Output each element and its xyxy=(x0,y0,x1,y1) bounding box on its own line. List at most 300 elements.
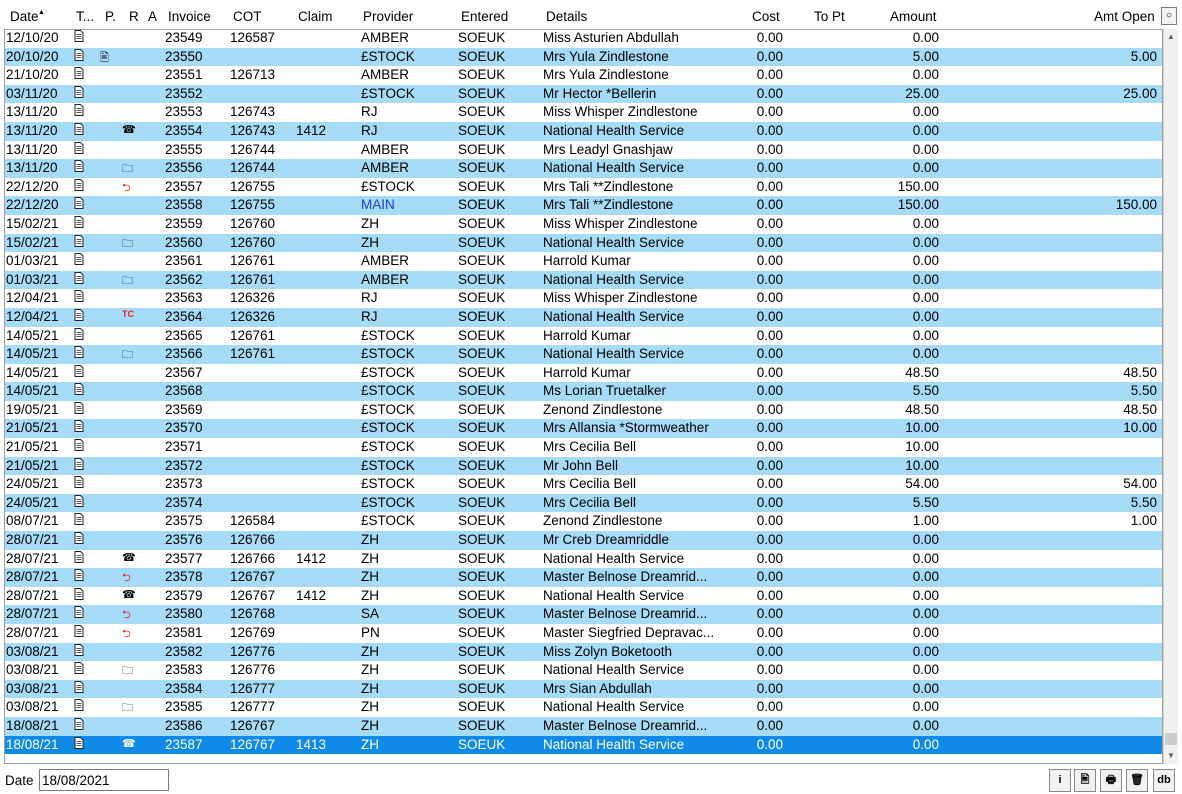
cell-cot: 126776 xyxy=(230,662,276,678)
document-icon xyxy=(74,606,84,618)
cell-date: 28/07/21 xyxy=(6,606,59,622)
cell-cost: 0.00 xyxy=(756,67,783,83)
table-row[interactable] xyxy=(4,438,1164,457)
cell-amount: 0.00 xyxy=(912,141,939,157)
document-icon xyxy=(74,625,84,637)
table-row[interactable] xyxy=(4,568,1164,587)
cell-provider: £STOCK xyxy=(361,327,415,343)
cell-cost: 0.00 xyxy=(756,48,783,64)
cell-date: 21/05/21 xyxy=(6,439,59,455)
cell-invoice: 23587 xyxy=(165,736,203,752)
cell-entered: SOEUK xyxy=(458,197,506,213)
table-row[interactable] xyxy=(4,643,1164,662)
cell-date: 03/08/21 xyxy=(6,643,59,659)
table-row[interactable] xyxy=(4,698,1164,717)
cell-cost: 0.00 xyxy=(756,420,783,436)
table-row[interactable] xyxy=(4,717,1164,736)
cell-invoice: 23584 xyxy=(165,680,203,696)
folder-icon: 🗀 xyxy=(122,237,133,250)
cell-provider: £STOCK xyxy=(361,439,415,455)
cell-cot: 126755 xyxy=(230,197,276,213)
document-icon xyxy=(74,272,84,284)
cell-date: 03/08/21 xyxy=(6,680,59,696)
scroll-up-icon[interactable]: ▲ xyxy=(1167,32,1175,41)
col-claim-header[interactable]: Claim xyxy=(298,9,333,24)
cell-entered: SOEUK xyxy=(458,736,506,752)
document-icon xyxy=(74,495,84,507)
cell-cot: 126766 xyxy=(230,550,276,566)
col-type-header[interactable]: T... xyxy=(76,9,95,24)
scroll-down-icon[interactable]: ▼ xyxy=(1167,751,1175,760)
cell-details: National Health Service xyxy=(543,308,685,324)
document-icon xyxy=(74,123,84,135)
cell-details: National Health Service xyxy=(543,160,685,176)
cell-details: Mrs Tali **Zindlestone xyxy=(543,178,674,194)
cell-cot: 126767 xyxy=(230,569,276,585)
cell-details: Mr Hector *Bellerin xyxy=(543,85,657,101)
cell-details: Miss Whisper Zindlestone xyxy=(543,215,698,231)
cell-amount: 1.00 xyxy=(912,513,939,529)
document-icon xyxy=(74,290,84,302)
cell-entered: SOEUK xyxy=(458,364,506,380)
delete-button[interactable]: 🗑 xyxy=(1126,769,1148,792)
folder-icon: 🗀 xyxy=(122,349,133,362)
cell-entered: SOEUK xyxy=(458,717,506,733)
document-icon xyxy=(74,253,84,265)
table-row[interactable] xyxy=(4,624,1164,643)
cell-provider: PN xyxy=(361,625,380,640)
cell-amt-open: 25.00 xyxy=(1123,85,1157,101)
table-row[interactable] xyxy=(4,587,1164,606)
table-row[interactable] xyxy=(4,308,1164,327)
table-row[interactable] xyxy=(4,345,1164,364)
cell-cot: 126760 xyxy=(230,215,276,231)
document-icon xyxy=(74,383,84,395)
cell-details: National Health Service xyxy=(543,271,685,287)
col-r-header[interactable]: R xyxy=(129,9,139,24)
cell-cost: 0.00 xyxy=(756,327,783,343)
table-row[interactable] xyxy=(4,103,1164,122)
col-details-header[interactable]: Details xyxy=(546,9,588,24)
col-date-header[interactable]: Date xyxy=(10,9,39,24)
cell-provider: £STOCK xyxy=(361,178,415,194)
table-row[interactable] xyxy=(4,252,1164,271)
cell-cot: 126584 xyxy=(230,513,276,529)
cell-amount: 0.00 xyxy=(912,308,939,324)
document-icon xyxy=(74,569,84,581)
cell-claim: 1412 xyxy=(296,550,327,566)
cell-cost: 0.00 xyxy=(756,160,783,176)
cell-details: Master Belnose Dreamrid... xyxy=(543,606,708,622)
cell-invoice: 23578 xyxy=(165,569,203,585)
cell-details: Master Belnose Dreamrid... xyxy=(543,717,708,733)
cell-amount: 0.00 xyxy=(912,104,939,120)
cell-cot: 126743 xyxy=(230,104,276,120)
cell-amount: 0.00 xyxy=(912,587,939,603)
cell-cot: 126767 xyxy=(230,717,276,733)
cell-cost: 0.00 xyxy=(756,550,783,566)
cell-cot: 126768 xyxy=(230,606,276,622)
cell-date: 12/04/21 xyxy=(6,290,59,306)
cell-cost: 0.00 xyxy=(756,717,783,733)
cell-cost: 0.00 xyxy=(756,532,783,548)
table-row[interactable] xyxy=(4,457,1164,476)
cell-date: 13/11/20 xyxy=(6,122,58,138)
cell-amt-open: 5.50 xyxy=(1130,383,1157,399)
cell-invoice: 23581 xyxy=(165,625,203,640)
table-row[interactable] xyxy=(4,289,1164,308)
cell-details: National Health Service xyxy=(543,346,685,362)
print-icon: 🖹 xyxy=(100,51,109,64)
phone-icon: ☎ xyxy=(122,737,136,750)
cell-invoice: 23561 xyxy=(165,253,203,269)
table-row[interactable] xyxy=(4,215,1164,234)
cell-amt-open: 150.00 xyxy=(1115,197,1157,213)
cell-entered: SOEUK xyxy=(458,160,506,176)
cell-entered: SOEUK xyxy=(458,532,506,548)
cell-cost: 0.00 xyxy=(756,606,783,622)
cell-invoice: 23574 xyxy=(165,494,203,510)
cell-provider: RJ xyxy=(361,308,378,324)
cell-amount: 0.00 xyxy=(912,606,939,622)
cell-invoice: 23582 xyxy=(165,643,203,659)
vertical-scrollbar[interactable] xyxy=(1163,29,1178,764)
cell-cot: 126744 xyxy=(230,160,276,176)
document-icon xyxy=(74,439,84,451)
cell-entered: SOEUK xyxy=(458,215,506,231)
cell-provider: £STOCK xyxy=(361,494,415,510)
document-icon xyxy=(74,458,84,470)
cell-invoice: 23577 xyxy=(165,550,203,566)
print-preview-button[interactable]: 🖹 xyxy=(1074,769,1096,792)
document-icon xyxy=(74,365,84,377)
cell-details: Mrs Sian Abdullah xyxy=(543,680,652,696)
table-row[interactable] xyxy=(4,85,1164,104)
cell-entered: SOEUK xyxy=(458,625,506,640)
table-row[interactable] xyxy=(4,327,1164,346)
cell-entered: SOEUK xyxy=(458,662,506,678)
cell-amount: 0.00 xyxy=(912,643,939,659)
cell-invoice: 23560 xyxy=(165,234,203,250)
cell-amount: 48.50 xyxy=(905,401,939,417)
cell-entered: SOEUK xyxy=(458,290,506,306)
table-row[interactable] xyxy=(4,178,1164,197)
document-icon xyxy=(74,142,84,154)
db-button[interactable]: db xyxy=(1153,769,1175,792)
cell-provider: £STOCK xyxy=(361,457,415,473)
cell-invoice: 23568 xyxy=(165,383,203,399)
document-icon xyxy=(74,197,84,209)
document-icon xyxy=(74,737,84,749)
cell-amount: 10.00 xyxy=(905,457,939,473)
cell-entered: SOEUK xyxy=(458,550,506,566)
cell-provider: £STOCK xyxy=(361,364,415,380)
cell-cot: 126755 xyxy=(230,178,276,194)
table-row[interactable] xyxy=(4,271,1164,290)
cell-amount: 10.00 xyxy=(905,420,939,436)
cell-invoice: 23559 xyxy=(165,215,203,231)
cell-entered: SOEUK xyxy=(458,178,506,194)
folder-icon: 🗀 xyxy=(122,274,133,287)
cell-provider: AMBER xyxy=(361,141,410,157)
table-row[interactable] xyxy=(4,48,1164,67)
cell-invoice: 23573 xyxy=(165,476,203,492)
table-row[interactable] xyxy=(4,66,1164,85)
document-icon xyxy=(74,532,84,544)
cell-date: 15/02/21 xyxy=(6,215,59,231)
table-row[interactable] xyxy=(4,401,1164,420)
cell-cost: 0.00 xyxy=(756,104,783,120)
cell-amt-open: 5.00 xyxy=(1130,48,1157,64)
cell-date: 03/08/21 xyxy=(6,662,59,678)
cell-date: 18/08/21 xyxy=(6,717,59,733)
cell-provider: £STOCK xyxy=(361,513,415,529)
cell-cot: 126777 xyxy=(230,699,276,715)
table-row[interactable] xyxy=(4,494,1164,513)
document-icon xyxy=(74,551,84,563)
cell-amt-open: 5.50 xyxy=(1130,494,1157,510)
cell-amount: 0.00 xyxy=(912,532,939,548)
cell-date: 24/05/21 xyxy=(6,476,59,492)
table-row[interactable] xyxy=(4,680,1164,699)
sort-ascending-icon: ▲ xyxy=(38,9,45,16)
cell-amt-open: 1.00 xyxy=(1130,513,1157,529)
info-button[interactable]: i xyxy=(1049,769,1071,792)
table-row[interactable] xyxy=(4,736,1164,755)
cell-date: 22/12/20 xyxy=(6,197,59,213)
cell-cost: 0.00 xyxy=(756,439,783,455)
cell-invoice: 23552 xyxy=(165,85,203,101)
cell-provider: £STOCK xyxy=(361,48,415,64)
cell-date: 14/05/21 xyxy=(6,364,59,380)
cell-provider: RJ xyxy=(361,290,378,306)
cell-amt-open: 48.50 xyxy=(1123,401,1157,417)
cell-details: National Health Service xyxy=(543,662,685,678)
document-icon xyxy=(74,420,84,432)
cell-cost: 0.00 xyxy=(756,253,783,269)
table-row[interactable] xyxy=(4,29,1164,48)
cell-date: 13/11/20 xyxy=(6,104,58,120)
cell-amount: 0.00 xyxy=(912,346,939,362)
cell-entered: SOEUK xyxy=(458,122,506,138)
document-icon xyxy=(74,67,84,79)
cell-amount: 0.00 xyxy=(912,271,939,287)
cell-details: National Health Service xyxy=(543,699,685,715)
cell-date: 24/05/21 xyxy=(6,494,59,510)
folder-icon: 🗀 xyxy=(122,163,133,176)
cell-entered: SOEUK xyxy=(458,513,506,529)
col-a-header[interactable]: A xyxy=(148,9,158,24)
document-icon xyxy=(74,309,84,321)
cell-date: 14/05/21 xyxy=(6,383,59,399)
cell-amount: 0.00 xyxy=(912,215,939,231)
col-cot-header[interactable]: COT xyxy=(233,9,262,24)
table-row[interactable] xyxy=(4,382,1164,401)
cell-provider: £STOCK xyxy=(361,346,415,362)
table-row[interactable] xyxy=(4,141,1164,160)
cell-cot: 126761 xyxy=(230,253,276,269)
cell-details: Mrs Cecilia Bell xyxy=(543,439,637,455)
cell-amount: 5.50 xyxy=(912,494,939,510)
cell-date: 01/03/21 xyxy=(6,271,59,287)
cell-claim: 1412 xyxy=(296,122,327,138)
cell-invoice: 23572 xyxy=(165,457,203,473)
cell-cost: 0.00 xyxy=(756,476,783,492)
cell-details: National Health Service xyxy=(543,587,685,603)
cell-entered: SOEUK xyxy=(458,680,506,696)
cell-invoice: 23550 xyxy=(165,48,203,64)
cell-cost: 0.00 xyxy=(756,625,783,640)
cell-provider: £STOCK xyxy=(361,401,415,417)
cell-date: 01/03/21 xyxy=(6,253,59,269)
table-row[interactable] xyxy=(4,550,1164,569)
cell-cost: 0.00 xyxy=(756,234,783,250)
col-invoice-header[interactable]: Invoice xyxy=(168,9,211,24)
cell-amount: 0.00 xyxy=(912,327,939,343)
table-row[interactable] xyxy=(4,234,1164,253)
cell-invoice: 23556 xyxy=(165,160,203,176)
table-row[interactable] xyxy=(4,512,1164,531)
cell-cost: 0.00 xyxy=(756,662,783,678)
cell-claim: 1412 xyxy=(296,587,327,603)
col-entered-header[interactable]: Entered xyxy=(461,9,509,24)
cell-date: 20/10/20 xyxy=(6,48,59,64)
cell-cot: 126761 xyxy=(230,346,276,362)
cell-amount: 0.00 xyxy=(912,699,939,715)
document-icon xyxy=(74,346,84,358)
cell-amount: 48.50 xyxy=(905,364,939,380)
table-row[interactable] xyxy=(4,159,1164,178)
cell-amount: 0.00 xyxy=(912,569,939,585)
col-cost-header[interactable]: Cost xyxy=(752,9,780,24)
cell-provider: ZH xyxy=(361,736,379,752)
printer-button[interactable]: 🖶 xyxy=(1100,769,1122,792)
cell-cost: 0.00 xyxy=(756,401,783,417)
cell-cost: 0.00 xyxy=(756,215,783,231)
document-icon xyxy=(74,513,84,525)
scroll-thumb[interactable] xyxy=(1165,733,1177,745)
cell-amount: 0.00 xyxy=(912,550,939,566)
col-amount-header[interactable]: Amount xyxy=(890,9,937,24)
cell-details: Miss Zolyn Boketooth xyxy=(543,643,673,659)
cell-amount: 150.00 xyxy=(897,197,939,213)
cell-date: 19/05/21 xyxy=(6,401,59,417)
document-icon xyxy=(74,160,84,172)
cell-entered: SOEUK xyxy=(458,457,506,473)
cell-entered: SOEUK xyxy=(458,141,506,157)
cell-invoice: 23570 xyxy=(165,420,203,436)
cell-amount: 0.00 xyxy=(912,625,939,640)
table-row[interactable] xyxy=(4,475,1164,494)
cell-provider: £STOCK xyxy=(361,420,415,436)
col-p-header[interactable]: P. xyxy=(105,9,117,24)
cell-provider: AMBER xyxy=(361,253,410,269)
col-provider-header[interactable]: Provider xyxy=(363,9,414,24)
date-field[interactable]: 18/08/2021 xyxy=(39,769,169,791)
cell-cost: 0.00 xyxy=(756,308,783,324)
cell-amount: 0.00 xyxy=(912,234,939,250)
cell-entered: SOEUK xyxy=(458,587,506,603)
cell-amount: 0.00 xyxy=(912,160,939,176)
cell-date: 28/07/21 xyxy=(6,587,59,603)
cell-amount: 0.00 xyxy=(912,30,939,45)
cell-provider: SA xyxy=(361,606,380,622)
cell-cot: 126761 xyxy=(230,327,276,343)
cell-cost: 0.00 xyxy=(756,346,783,362)
table-row[interactable] xyxy=(4,605,1164,624)
document-icon xyxy=(74,86,84,98)
cell-details: Zenond Zindlestone xyxy=(543,401,663,417)
table-row[interactable] xyxy=(4,661,1164,680)
cell-invoice: 23551 xyxy=(165,67,203,83)
cell-details: Mrs Tali **Zindlestone xyxy=(543,197,674,213)
table-row[interactable] xyxy=(4,364,1164,383)
cell-amount: 0.00 xyxy=(912,680,939,696)
cell-amount: 150.00 xyxy=(897,178,939,194)
cell-provider: £STOCK xyxy=(361,383,415,399)
cell-date: 14/05/21 xyxy=(6,327,59,343)
cell-amount: 0.00 xyxy=(912,290,939,306)
cell-date: 13/11/20 xyxy=(6,141,58,157)
cell-invoice: 23549 xyxy=(165,30,203,45)
cell-entered: SOEUK xyxy=(458,346,506,362)
cell-details: Master Siegfried Depravac... xyxy=(543,625,715,640)
cell-amount: 0.00 xyxy=(912,717,939,733)
cell-cost: 0.00 xyxy=(756,30,783,45)
cell-amount: 54.00 xyxy=(905,476,939,492)
cell-cot: 126587 xyxy=(230,30,276,45)
cell-date: 14/05/21 xyxy=(6,346,59,362)
cell-claim: 1413 xyxy=(296,736,327,752)
cell-cost: 0.00 xyxy=(756,141,783,157)
cell-cost: 0.00 xyxy=(756,271,783,287)
cell-details: Harrold Kumar xyxy=(543,253,631,269)
cell-provider: ZH xyxy=(361,662,379,678)
table-row[interactable] xyxy=(4,531,1164,550)
col-amt-open-header[interactable]: Amt Open xyxy=(1094,9,1155,24)
cell-invoice: 23586 xyxy=(165,717,203,733)
document-icon xyxy=(74,476,84,488)
cell-entered: SOEUK xyxy=(458,327,506,343)
cell-details: Harrold Kumar xyxy=(543,364,631,380)
cell-details: Ms Lorian Truetalker xyxy=(543,383,667,399)
cell-date: 21/05/21 xyxy=(6,420,59,436)
cell-cot: 126777 xyxy=(230,680,276,696)
column-chooser-button[interactable]: ○ xyxy=(1161,7,1177,25)
cell-cost: 0.00 xyxy=(756,122,783,138)
table-row[interactable] xyxy=(4,419,1164,438)
document-icon xyxy=(74,235,84,247)
col-to-pt-header[interactable]: To Pt xyxy=(814,9,845,24)
cell-date: 08/07/21 xyxy=(6,513,59,529)
cell-details: Mrs Leadyl Gnashjaw xyxy=(543,141,673,157)
cell-cost: 0.00 xyxy=(756,569,783,585)
document-icon xyxy=(74,718,84,730)
cell-cost: 0.00 xyxy=(756,699,783,715)
phone-icon: ☎ xyxy=(122,588,136,601)
return-icon: ⮌ xyxy=(122,181,131,194)
cell-invoice: 23555 xyxy=(165,141,203,157)
table-row[interactable] xyxy=(4,196,1164,215)
cell-invoice: 23565 xyxy=(165,327,203,343)
cell-invoice: 23566 xyxy=(165,346,203,362)
cell-cot: 126713 xyxy=(230,67,276,83)
document-icon xyxy=(74,644,84,656)
table-row[interactable] xyxy=(4,122,1164,141)
cell-date: 18/08/21 xyxy=(6,736,59,752)
cell-cost: 0.00 xyxy=(756,494,783,510)
cell-cost: 0.00 xyxy=(756,736,783,752)
